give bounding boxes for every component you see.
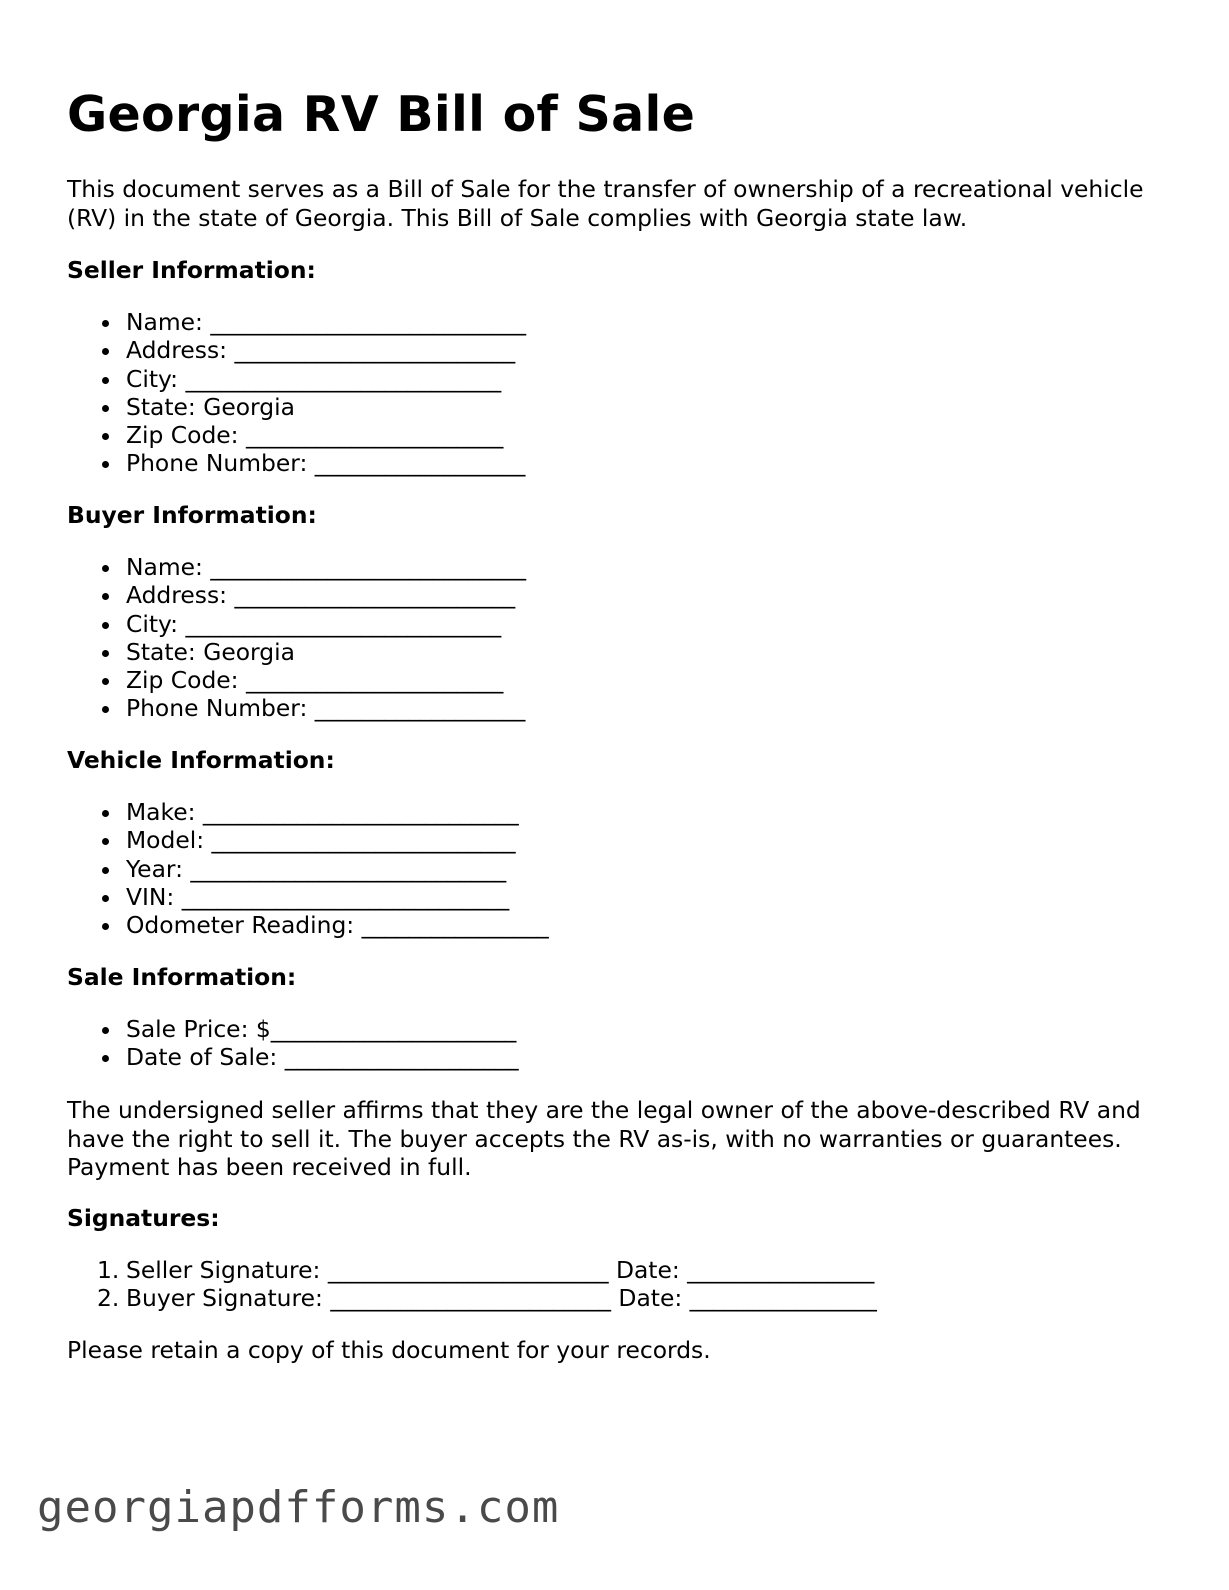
vehicle-model-field[interactable]: Model: __________________________	[67, 826, 549, 854]
buyer-phone-field[interactable]: Phone Number: __________________	[67, 694, 526, 722]
document-title: Georgia RV Bill of Sale	[67, 86, 696, 143]
vehicle-heading: Vehicle Information:	[67, 746, 335, 774]
vehicle-vin-field[interactable]: VIN: ____________________________	[67, 883, 549, 911]
vehicle-year-field[interactable]: Year: ___________________________	[67, 855, 549, 883]
signature-number: 1.	[97, 1256, 120, 1284]
intro-paragraph: This document serves as a Bill of Sale for the transfer of ownership of a recreational vehicle (RV) in the state of Georgia. This Bill of Sale complies with Georgia state law.	[67, 175, 1144, 232]
buyer-city-field[interactable]: City: ___________________________	[67, 610, 526, 638]
seller-signature-line[interactable]	[67, 1256, 877, 1284]
seller-phone-field[interactable]: Phone Number: __________________	[67, 449, 526, 477]
signatures-list	[67, 1256, 877, 1313]
signatures-heading: Signatures:	[67, 1204, 220, 1232]
closing-note: Please retain a copy of this document for your records.	[67, 1336, 711, 1364]
sale-price-field[interactable]: Sale Price: $_____________________	[67, 1015, 519, 1043]
buyer-signature-line[interactable]	[67, 1284, 877, 1312]
vehicle-make-field[interactable]: Make: ___________________________	[67, 798, 549, 826]
seller-city-field[interactable]: City: ___________________________	[67, 365, 526, 393]
affirmation-paragraph: The undersigned seller affirms that they are the legal owner of the above-described RV and have the right to sell it. The buyer accepts the RV as-is, with no warranties or guarantees. Payment has been received in full.	[67, 1096, 1141, 1181]
buyer-state-field: State: Georgia	[67, 638, 526, 666]
seller-address-field[interactable]: Address: ________________________	[67, 336, 526, 364]
seller-heading: Seller Information:	[67, 256, 316, 284]
seller-state-field: State: Georgia	[67, 393, 526, 421]
seller-list	[67, 308, 526, 478]
seller-signature-text: Seller Signature: ________________________ Date: ________________	[126, 1256, 875, 1284]
buyer-heading: Buyer Information:	[67, 501, 317, 529]
seller-zip-field[interactable]: Zip Code: ______________________	[67, 421, 526, 449]
signature-number: 2.	[97, 1284, 120, 1313]
buyer-name-field[interactable]: Name: ___________________________	[67, 553, 526, 581]
sale-date-field[interactable]: Date of Sale: ____________________	[67, 1043, 519, 1071]
buyer-address-field[interactable]: Address: ________________________	[67, 581, 526, 609]
vehicle-odometer-field[interactable]: Odometer Reading: ________________	[67, 911, 549, 939]
seller-name-field[interactable]: Name: ___________________________	[67, 308, 526, 336]
site-watermark: georgiapdfforms.com	[37, 1482, 560, 1533]
vehicle-list	[67, 798, 549, 939]
sale-list	[67, 1015, 519, 1072]
sale-heading: Sale Information:	[67, 963, 297, 991]
buyer-signature-text: Buyer Signature: ________________________ Date: ________________	[126, 1284, 877, 1313]
buyer-list	[67, 553, 526, 723]
buyer-zip-field[interactable]: Zip Code: ______________________	[67, 666, 526, 694]
